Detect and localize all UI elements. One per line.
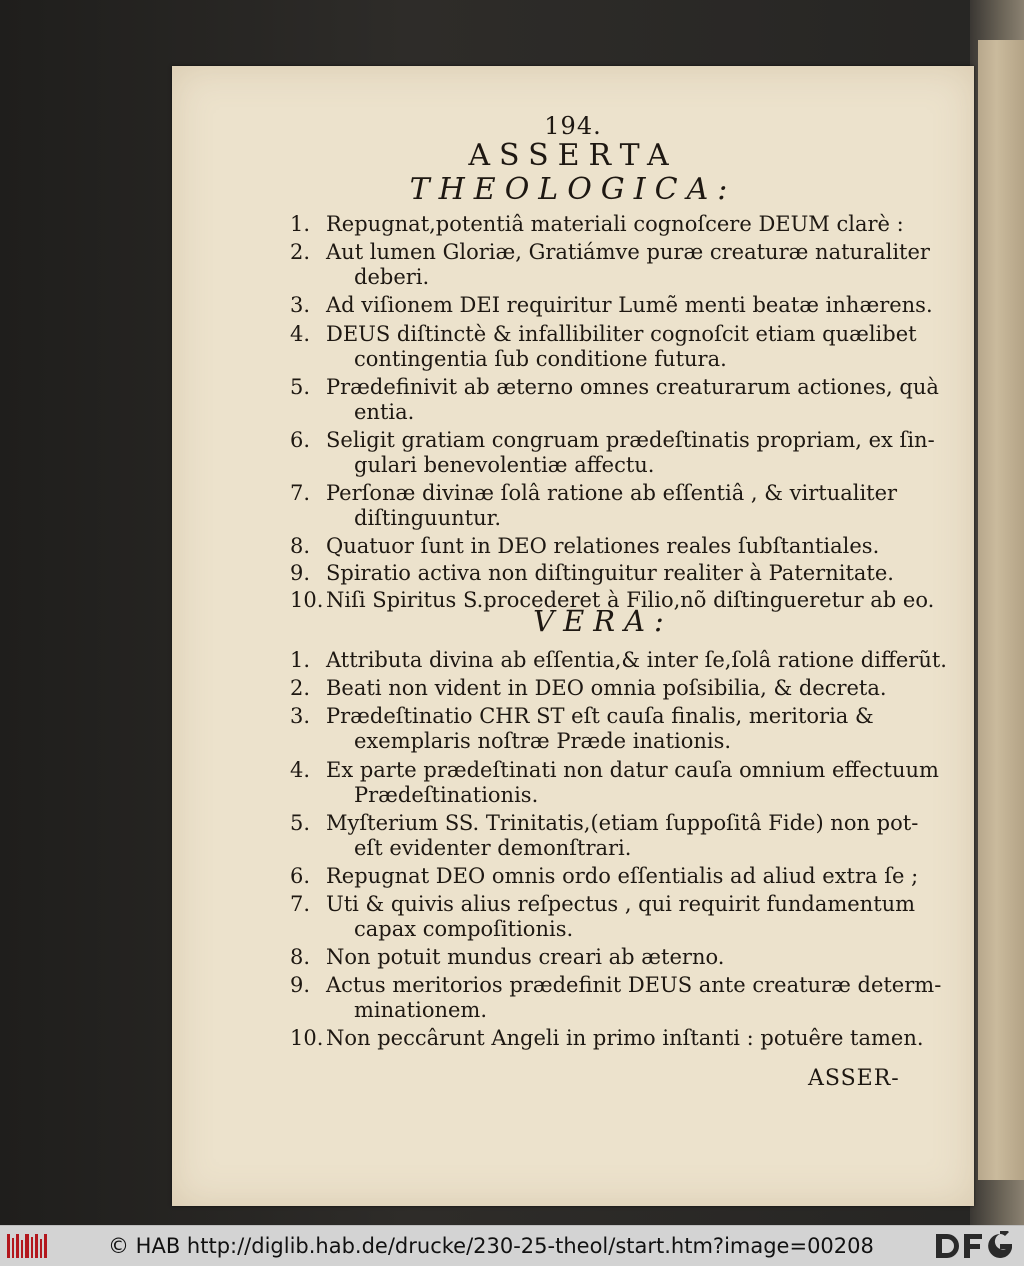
- thesis-item: [290, 481, 910, 531]
- thesis-item: [290, 322, 917, 372]
- thesis-number: 3.: [290, 704, 311, 728]
- thesis-number: 6.: [290, 864, 311, 888]
- thesis-line: Ex parte prædeſtinati non datur cauſa omnium effectuum: [326, 758, 939, 782]
- thesis-line: Actus meritorios prædefinit DEUS ante creaturæ determ-: [326, 973, 942, 997]
- thesis-item: [290, 375, 939, 425]
- thesis-number: 5.: [290, 811, 311, 835]
- thesis-number: 4.: [290, 322, 311, 346]
- thesis-number: 2.: [290, 676, 311, 700]
- thesis-item: [290, 561, 910, 586]
- thesis-line: Beati non vident in DEO omnia poſsibilia, & decreta.: [326, 676, 887, 700]
- viewer-footer: [0, 1225, 1024, 1266]
- thesis-number: 2.: [290, 240, 311, 264]
- thesis-item: [290, 811, 919, 861]
- thesis-line: Myſterium SS. Trinitatis,(etiam ſuppoſitâ Fide) non pot-: [326, 811, 919, 835]
- thesis-line: eſt evidenter demonſtrari.: [354, 836, 632, 860]
- dfg-logo-icon: [934, 1231, 1016, 1261]
- catchword: ASSER-: [808, 1066, 900, 1091]
- thesis-number: 10.: [290, 1026, 324, 1050]
- thesis-line: Seligit gratiam congruam prædeſtinatis propriam, ex ſin-: [326, 428, 935, 452]
- thesis-line: capax compoſitionis.: [354, 917, 574, 941]
- thesis-line: diſtinguuntur.: [354, 506, 501, 530]
- thesis-line: Quatuor ſunt in DEO relationes reales ſubſtantiales.: [326, 534, 880, 558]
- thesis-number: 1.: [290, 648, 311, 672]
- thesis-item: [290, 758, 939, 808]
- thesis-number: 3.: [290, 293, 311, 317]
- thesis-number: 5.: [290, 375, 311, 399]
- hab-barcode-logo-icon: [6, 1232, 48, 1260]
- thesis-line: Prædefinivit ab æterno omnes creaturarum actiones, quà: [326, 375, 939, 399]
- thesis-number: 9.: [290, 973, 311, 997]
- thesis-item: [290, 704, 910, 754]
- thesis-item: [290, 945, 910, 970]
- thesis-line: Uti & quivis alius reſpectus , qui requirit fundamentum: [326, 892, 916, 916]
- thesis-item: [290, 973, 942, 1023]
- thesis-line: Spiratio activa non diſtinguitur realiter à Paternitate.: [326, 561, 894, 585]
- thesis-number: 4.: [290, 758, 311, 782]
- thesis-item: [290, 212, 910, 237]
- thesis-line: Prædeſtinatio CHR ST eſt cauſa finalis, meritoria &: [326, 704, 874, 728]
- thesis-item: [290, 534, 910, 559]
- thesis-line: Repugnat,potentiâ materiali cognoſcere DEUM clarè :: [326, 212, 904, 236]
- thesis-line: Repugnat DEO omnis ordo eſſentialis ad aliud extra ſe ;: [326, 864, 919, 888]
- thesis-number: 10.: [290, 588, 324, 612]
- copyright-url: © HAB http://diglib.hab.de/drucke/230-25-theol/start.htm?image=00208: [108, 1234, 874, 1258]
- thesis-line: Attributa divina ab eſſentia,& inter ſe,ſolâ ratione differũt.: [326, 648, 947, 672]
- thesis-number: 7.: [290, 481, 311, 505]
- thesis-line: Non potuit mundus creari ab æterno.: [326, 945, 725, 969]
- page-title: ASSERTA: [468, 138, 678, 173]
- thesis-line: Aut lumen Gloriæ, Gratiámve puræ creaturæ naturaliter: [326, 240, 930, 264]
- thesis-line: DEUS diſtinctè & infallibiliter cognoſcit etiam quælibet: [326, 322, 917, 346]
- section-heading-vera: VERA:: [533, 604, 673, 638]
- thesis-line: Prædeſtinationis.: [354, 783, 539, 807]
- thesis-number: 8.: [290, 534, 311, 558]
- thesis-line: exemplaris noſtræ Præde inationis.: [354, 729, 732, 753]
- book-page: [172, 66, 974, 1206]
- thesis-line: minationem.: [354, 998, 488, 1022]
- thesis-item: [290, 648, 947, 673]
- thesis-line: Non peccârunt Angeli in primo inſtanti : potuêre tamen.: [326, 1026, 924, 1050]
- page-number: 194.: [544, 112, 602, 140]
- thesis-item: [290, 428, 935, 478]
- page-text: [172, 66, 974, 1206]
- thesis-line: Perſonæ divinæ ſolâ ratione ab eſſentiâ , & virtualiter: [326, 481, 898, 505]
- section-heading-theologica: THEOLOGICA:: [409, 172, 737, 207]
- thesis-line: Niſi Spiritus S.procederet à Filio,nõ diſtingueretur ab eo.: [326, 588, 935, 612]
- thesis-item: [290, 1026, 924, 1051]
- thesis-item: [290, 892, 916, 942]
- thesis-number: 7.: [290, 892, 311, 916]
- thesis-item: [290, 293, 933, 318]
- thesis-line: gulari benevolentiæ affectu.: [354, 453, 655, 477]
- thesis-number: 6.: [290, 428, 311, 452]
- thesis-number: 1.: [290, 212, 311, 236]
- thesis-line: contingentia ſub conditione futura.: [354, 347, 727, 371]
- thesis-number: 9.: [290, 561, 311, 585]
- thesis-number: 8.: [290, 945, 311, 969]
- thesis-item: [290, 240, 930, 290]
- thesis-line: Ad viſionem DEI requiritur Lumẽ menti beatæ inhærens.: [326, 293, 933, 317]
- thesis-line: entia.: [354, 400, 415, 424]
- thesis-item: [290, 864, 919, 889]
- thesis-item: [290, 676, 910, 701]
- thesis-line: deberi.: [354, 265, 430, 289]
